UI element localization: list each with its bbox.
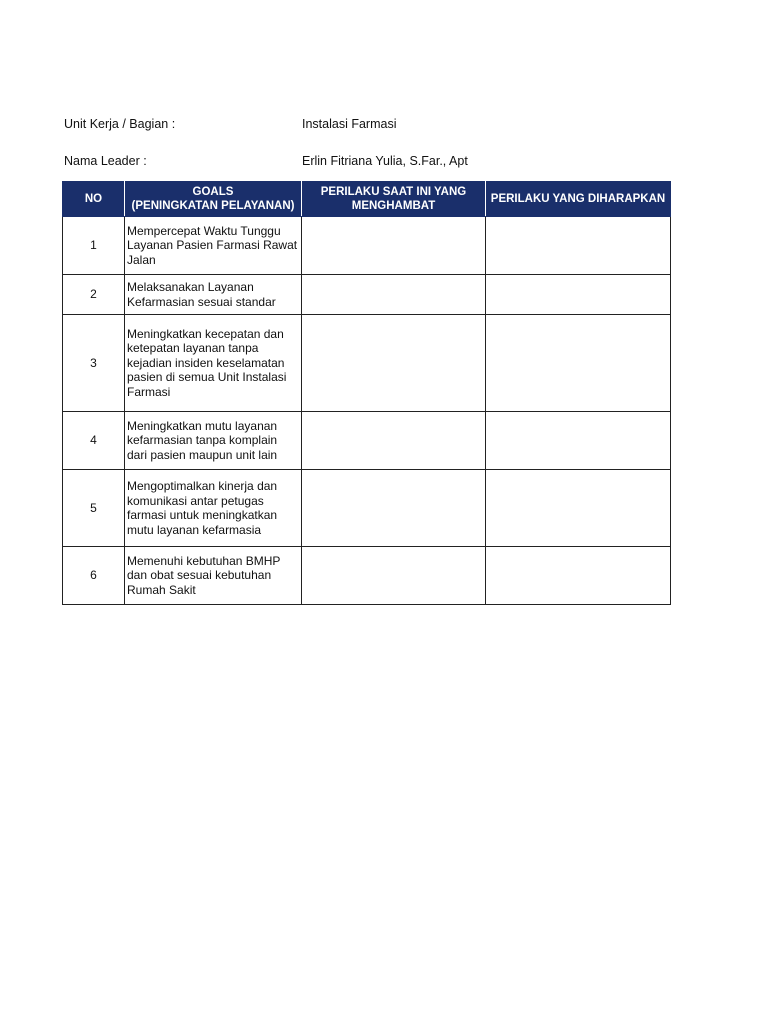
row-goal: Memenuhi kebutuhan BMHP dan obat sesuai kebutuhan Rumah Sakit [125,547,302,605]
row-goal: Meningkatkan mutu layanan kefarmasian tanpa komplain dari pasien maupun unit lain [125,412,302,470]
row-no: 2 [63,275,125,315]
row-no: 1 [63,217,125,275]
leader-label: Nama Leader : [64,154,147,168]
row-current-cell [302,412,486,470]
row-goal: Melaksanakan Layanan Kefarmasian sesuai standar [125,275,302,315]
table-row [63,217,671,275]
header-expected-label: PERILAKU YANG DIHARAPKAN [490,193,666,205]
row-current-cell [302,275,486,315]
row-goal: Mengoptimalkan kinerja dan komunikasi antar petugas farmasi untuk meningkatkan mutu layanan kefarmasia [125,470,302,547]
table-row [63,470,671,547]
row-expected-cell [486,470,671,547]
row-no: 3 [63,315,125,412]
row-expected-cell [486,412,671,470]
unit-value: Instalasi Farmasi [302,117,397,131]
header-current-behavior [302,182,486,217]
unit-label: Unit Kerja / Bagian : [64,117,176,131]
header-no [63,182,125,217]
row-expected-cell [486,275,671,315]
row-goal: Mempercepat Waktu Tunggu Layanan Pasien Farmasi Rawat Jalan [125,217,302,275]
row-current-cell [302,315,486,412]
table-header-row [63,182,671,217]
header-no-label: NO [84,193,103,205]
row-current-cell [302,470,486,547]
goals-table [62,181,671,605]
header-goals [125,182,302,217]
row-no: 6 [63,547,125,605]
header-goals-label: GOALS (PENINGKATAN PELAYANAN) [131,186,295,212]
row-goal: Meningkatkan kecepatan dan ketepatan layanan tanpa kejadian insiden keselamatan pasien di semua Unit Instalasi Farmasi [125,315,302,412]
table-row [63,315,671,412]
row-no: 5 [63,470,125,547]
row-current-cell [302,217,486,275]
table-row [63,547,671,605]
table-row [63,412,671,470]
table-row [63,275,671,315]
row-expected-cell [486,547,671,605]
row-current-cell [302,547,486,605]
row-no: 4 [63,412,125,470]
header-current-label: PERILAKU SAAT INI YANG MENGHAMBAT [320,186,467,212]
header-expected-behavior [486,182,671,217]
row-expected-cell [486,315,671,412]
row-expected-cell [486,217,671,275]
leader-value: Erlin Fitriana Yulia, S.Far., Apt [302,154,468,168]
